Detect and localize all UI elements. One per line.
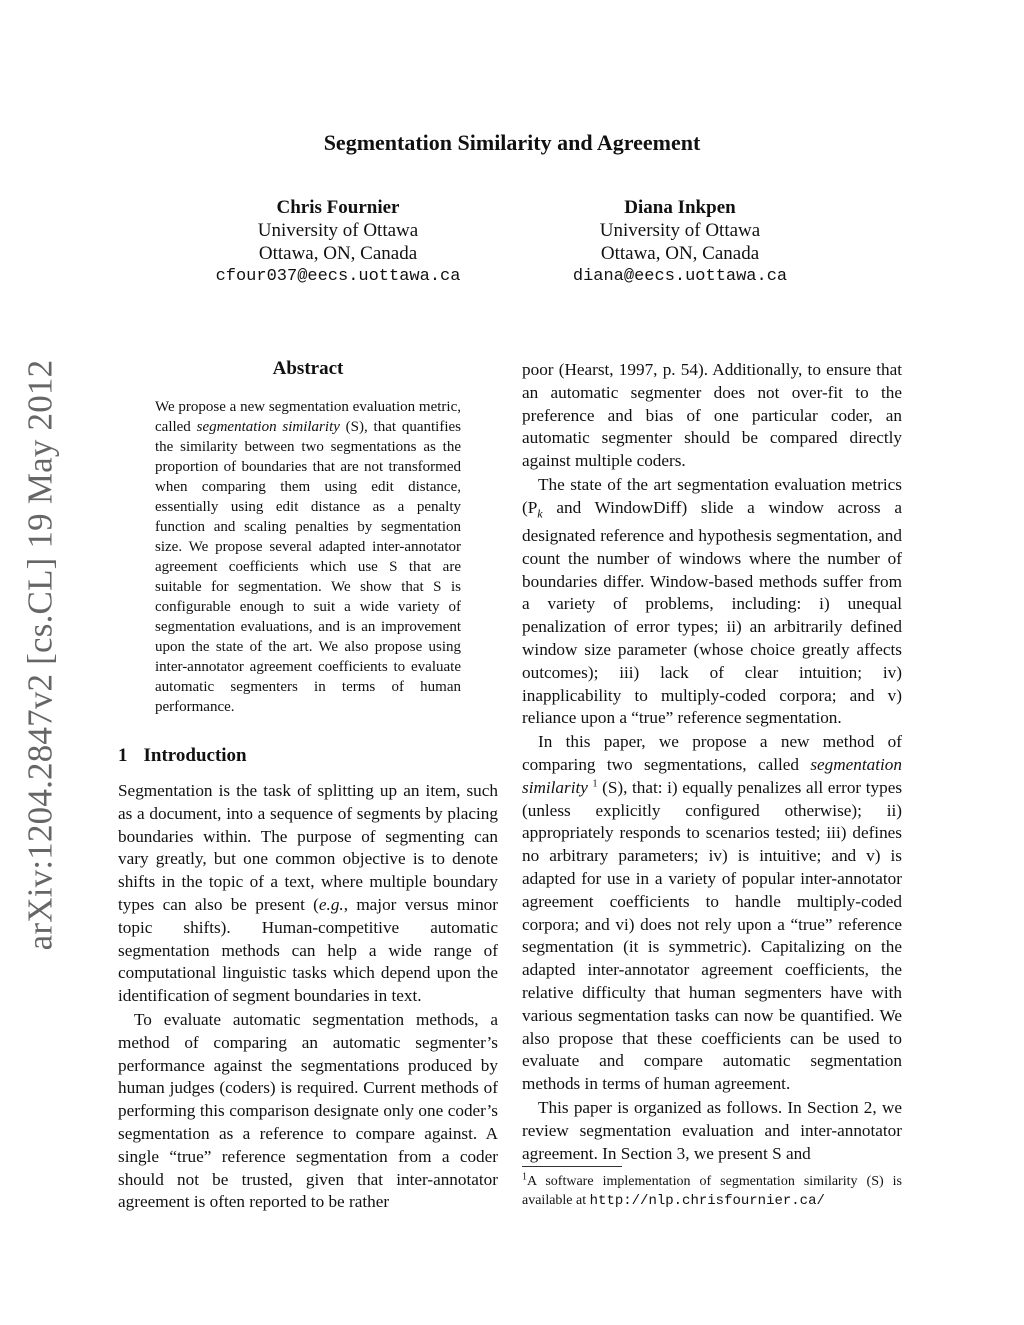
- author-email: diana@eecs.uottawa.ca: [572, 267, 788, 286]
- abstract-text: We propose a new segmentation evaluation metric, called segmentation similarity (S), that quantifies the similarity between two segmentations as the proportion of boundaries that are not transformed when comparing them using edit distance, essentially using edit distance as a penalty function and scaling penalties by segmentation size. We propose several adapted inter-annotator agreement coefficients which use S that are suitable for segmentation. We show that S is configurable enough to suit a wide variety of segmentation evaluations, and is an improvement upon the state of the art. We also propose using inter-annotator agreement coefficients to evaluate automatic segmenters in terms of human performance.: [155, 399, 461, 715]
- author-location: Ottawa, ON, Canada: [258, 243, 418, 264]
- right-column-body: [522, 359, 902, 1166]
- section-heading-introduction: [118, 745, 247, 767]
- paragraph: This paper is organized as follows. In Section 2, we review segmentation evaluation and inter-annotator agreement. In Section 3, we present S and: [522, 1097, 902, 1163]
- author-location: Ottawa, ON, Canada: [600, 243, 760, 264]
- paragraph: To evaluate automatic segmentation methods, a method of comparing an automatic segmenter’s performance against the segmentations produced by human judges (coders) is required. Current methods of performing this comparison designate only one coder’s segmentation as a reference to compare against. A single “true” reference segmentation from a coder should not be trusted, given that inter-annotator agreement is often reported to be rather: [118, 1009, 498, 1212]
- left-column-body: [118, 780, 498, 1215]
- abstract-heading: Abstract: [272, 358, 344, 379]
- footnote-url[interactable]: http://nlp.chrisfournier.ca/: [589, 1193, 825, 1209]
- footnote: $^1$A software implementation of segmentation similarity (S) is available at http://nlp.chrisfournier.ca/: [522, 1171, 902, 1209]
- footnote-marker: 1: [592, 778, 598, 790]
- author-email: cfour037@eecs.uottawa.ca: [215, 267, 461, 286]
- author-name: Diana Inkpen: [624, 197, 736, 218]
- paragraph: The state of the art segmentation evaluation metrics ($P_k$ and WindowDiff) slide a window across a designated reference and hypothesis segmentation, and count the number of windows where the number of boundaries differ. Window-based methods suffer from a variety of problems, including: i) unequal penalization of error types; ii) an arbitrarily defined window size parameter (whose choice greatly affects outcomes); iii) lack of clear intuition; iv) inapplicability to multiply-coded corpora; and v) reliance upon a “true” reference segmentation.: [522, 474, 902, 728]
- arxiv-identifier-text: arXiv:1204.2847v2 [cs.CL] 19 May 2012: [20, 359, 60, 951]
- paragraph: Segmentation is the task of splitting up an item, such as a document, into a sequence of segments by placing boundaries within. The purpose of segmenting can vary greatly, but one common objective is to denote shifts in the topic of a text, where multiple boundary types can also be present (e.g., major versus minor topic shifts). Human-competitive automatic segmentation methods can help a wide range of computational linguistic tasks which depend upon the identification of segment boundaries in text.: [118, 781, 498, 1006]
- paragraph: poor (Hearst, 1997, p. 54). Additionally, to ensure that an automatic segmenter does not over-fit to the preference and bias of one particular coder, an automatic segmenter should be compared directly against multiple coders.: [522, 360, 902, 471]
- paragraph: In this paper, we propose a new method of comparing two segmentations, called segmentation similarity $^1$ (S), that: i) equally penalizes all error types (unless explicitly configured otherwise); ii) appropriately responds to scenarios tested; iii) defines no arbitrary parameters; iv) is intuitive; and v) is adapted for use in a variety of popular inter-annotator agreement coefficients to handle multiply-coded corpora; and vi) does not rely upon a “true” reference segmentation (it is symmetric). Capitalizing on the adapted inter-annotator agreement coefficients, the relative difficulty that human segmenters have with various segmentation tasks can now be quantified. We also propose that these coefficients can be used to evaluate and compare automatic segmentation methods in terms of human agreement.: [522, 732, 903, 1094]
- abstract-emphasis: segmentation similarity: [196, 419, 340, 435]
- author-affiliation: University of Ottawa: [257, 220, 419, 241]
- section-number: 1: [118, 745, 128, 766]
- author-block-2: [500, 196, 860, 288]
- footnote-divider: [522, 1166, 622, 1167]
- author-block-1: [158, 196, 518, 288]
- paper-title: Segmentation Similarity and Agreement: [323, 130, 701, 155]
- arxiv-identifier-stamp: [8, 355, 72, 955]
- author-name: Chris Fournier: [276, 197, 400, 218]
- section-title: Introduction: [143, 745, 247, 766]
- author-affiliation: University of Ottawa: [599, 220, 761, 241]
